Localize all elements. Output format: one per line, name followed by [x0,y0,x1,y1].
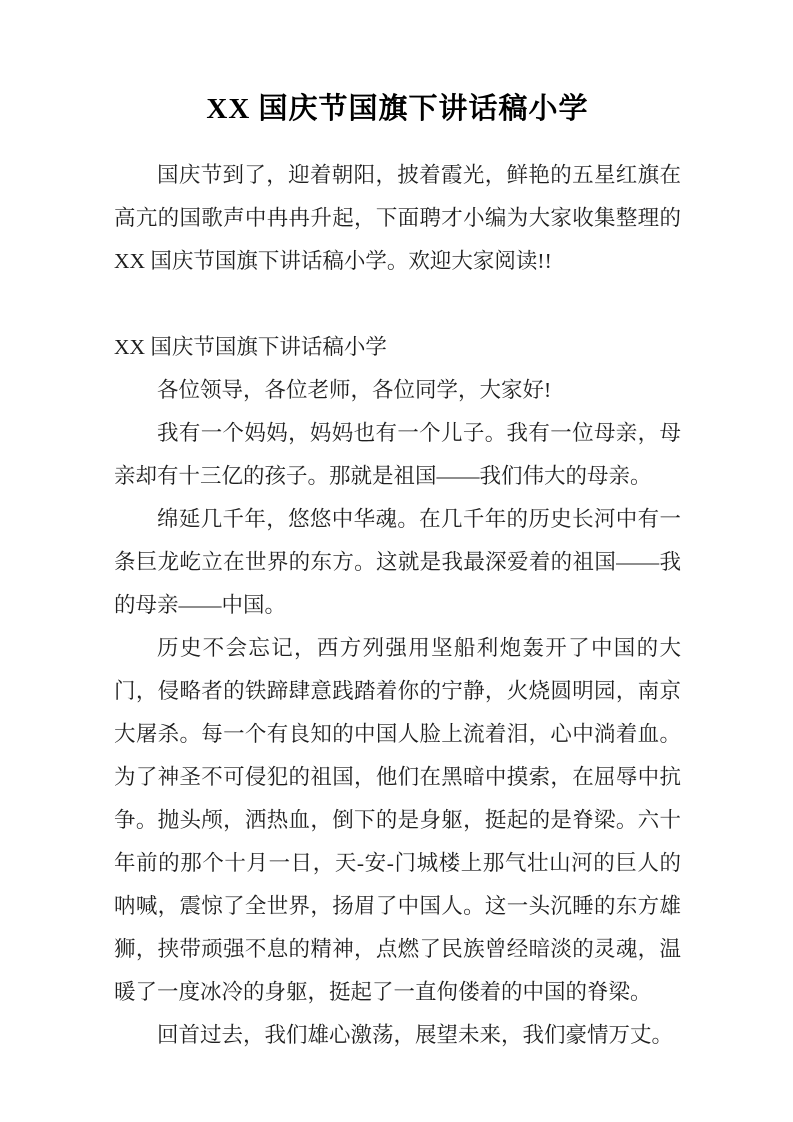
body-paragraph: 绵延几千年，悠悠中华魂。在几千年的历史长河中有一条巨龙屹立在世界的东方。这就是我最深爱着的祖国——我的母亲——中国。 [114,507,681,617]
page-title: XX 国庆节国旗下讲话稿小学 [206,93,589,125]
body-paragraph: 我有一个妈妈，妈妈也有一个儿子。我有一位母亲，母亲却有十三亿的孩子。那就是祖国——我们伟大的母亲。 [114,421,681,488]
intro-paragraph: 国庆节到了，迎着朝阳，披着霞光，鲜艳的五星红旗在高亢的国歌声中冉冉升起，下面聘才小编为大家收集整理的 XX 国庆节国旗下讲话稿小学。欢迎大家阅读!! [114,163,681,273]
greeting-paragraph: 各位领导，各位老师，各位同学，大家好! [157,378,552,402]
body-paragraph: 历史不会忘记，西方列强用坚船利炮轰开了中国的大门，侵略者的铁蹄肆意践踏着你的宁静，火烧圆明园，南京大屠杀。每一个有良知的中国人脸上流着泪，心中淌着血。为了神圣不可侵犯的祖国，他们在黑暗中摸索，在屈辱中抗争。抛头颅，洒热血，倒下的是身躯，挺起的是脊梁。六十年前的那个十月一日，天-安-门城楼上那气壮山河的巨人的呐喊，震惊了全世界，扬眉了中国人。这一头沉睡的东方雄狮，挟带顽强不息的精神，点燃了民族曾经暗淡的灵魂，温暖了一度冰冷的身躯，挺起了一直佝偻着的中国的脊梁。 [114,636,681,1004]
body-paragraph: 回首过去，我们雄心激荡，展望未来，我们豪情万丈。 [157,1023,674,1047]
section-heading: XX 国庆节国旗下讲话稿小学 [114,335,387,359]
